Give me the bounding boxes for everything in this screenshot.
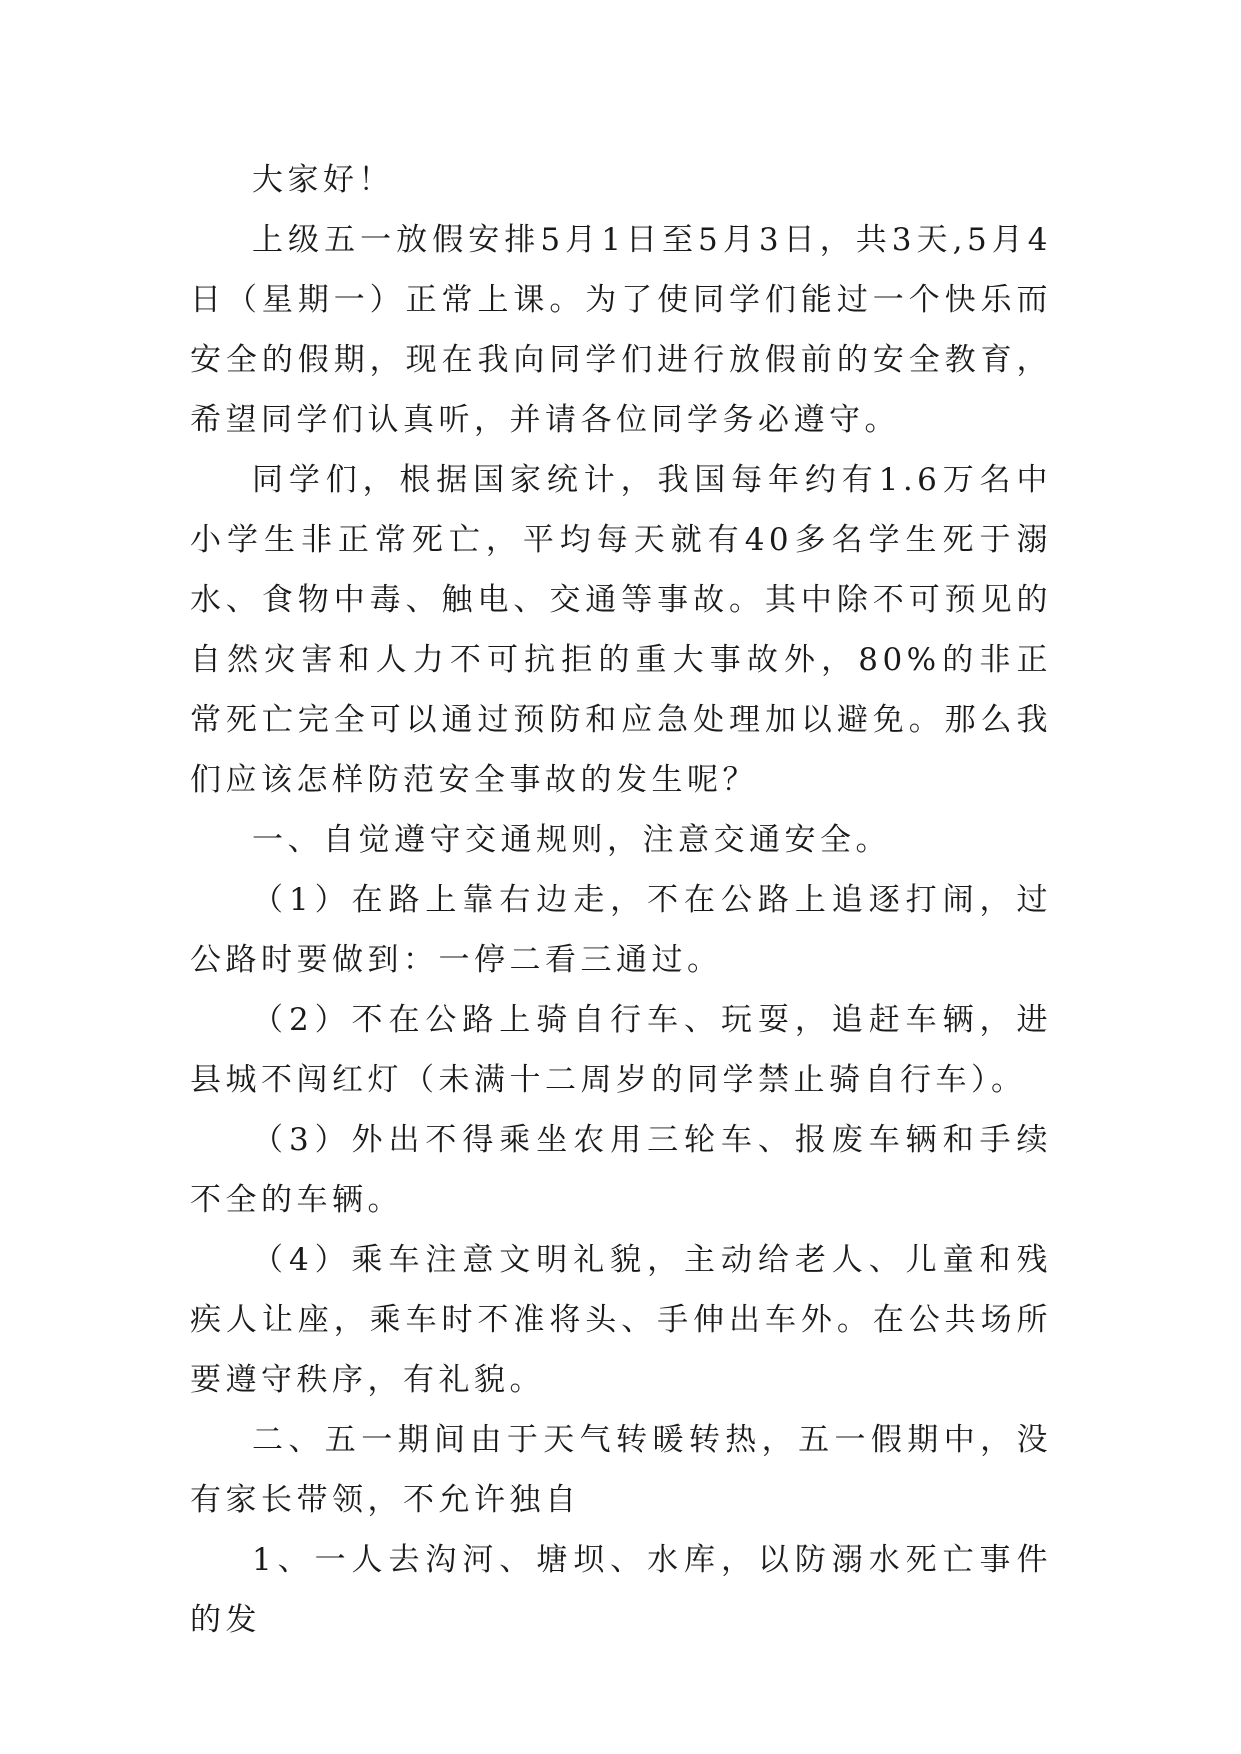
traffic-rule-4: （4）乘车注意文明礼貌，主动给老人、儿童和残疾人让座，乘车时不准将头、手伸出车外。在公共场所要遵守秩序，有礼貌。: [190, 1242, 1052, 1398]
greeting: 大家好！: [252, 162, 394, 198]
water-rule-1: 1、一人去沟河、塘坝、水库，以防溺水死亡事件的发: [190, 1542, 1052, 1638]
section-heading-traffic: 一、自觉遵守交通规则，注意交通安全。: [252, 822, 891, 858]
traffic-rule-3: （3）外出不得乘坐农用三轮车、报废车辆和手续不全的车辆。: [190, 1122, 1052, 1218]
traffic-rule-2: （2）不在公路上骑自行车、玩耍，追赶车辆，进县城不闯红灯（未满十二周岁的同学禁止骑自行车）。: [190, 1002, 1052, 1098]
section-heading-water: 二、五一期间由于天气转暖转热，五一假期中，没有家长带领，不允许独自: [190, 1422, 1052, 1518]
paragraph-statistics: 同学们，根据国家统计，我国每年约有1.6万名中小学生非正常死亡，平均每天就有40多名学生死于溺水、食物中毒、触电、交通等事故。其中除不可预见的自然灾害和人力不可抗拒的重大事故外，80%的非正常死亡完全可以通过预防和应急处理加以避免。那么我们应该怎样防范安全事故的发生呢？: [190, 462, 1052, 798]
paragraph-holiday-arrangement: 上级五一放假安排5月1日至5月3日，共3天,5月4日（星期一）正常上课。为了使同学们能过一个快乐而安全的假期，现在我向同学们进行放假前的安全教育，希望同学们认真听，并请各位同学务必遵守。: [190, 222, 1052, 438]
document-body: [190, 150, 1052, 1650]
traffic-rule-1: （1）在路上靠右边走，不在公路上追逐打闹，过公路时要做到：一停二看三通过。: [190, 882, 1052, 978]
